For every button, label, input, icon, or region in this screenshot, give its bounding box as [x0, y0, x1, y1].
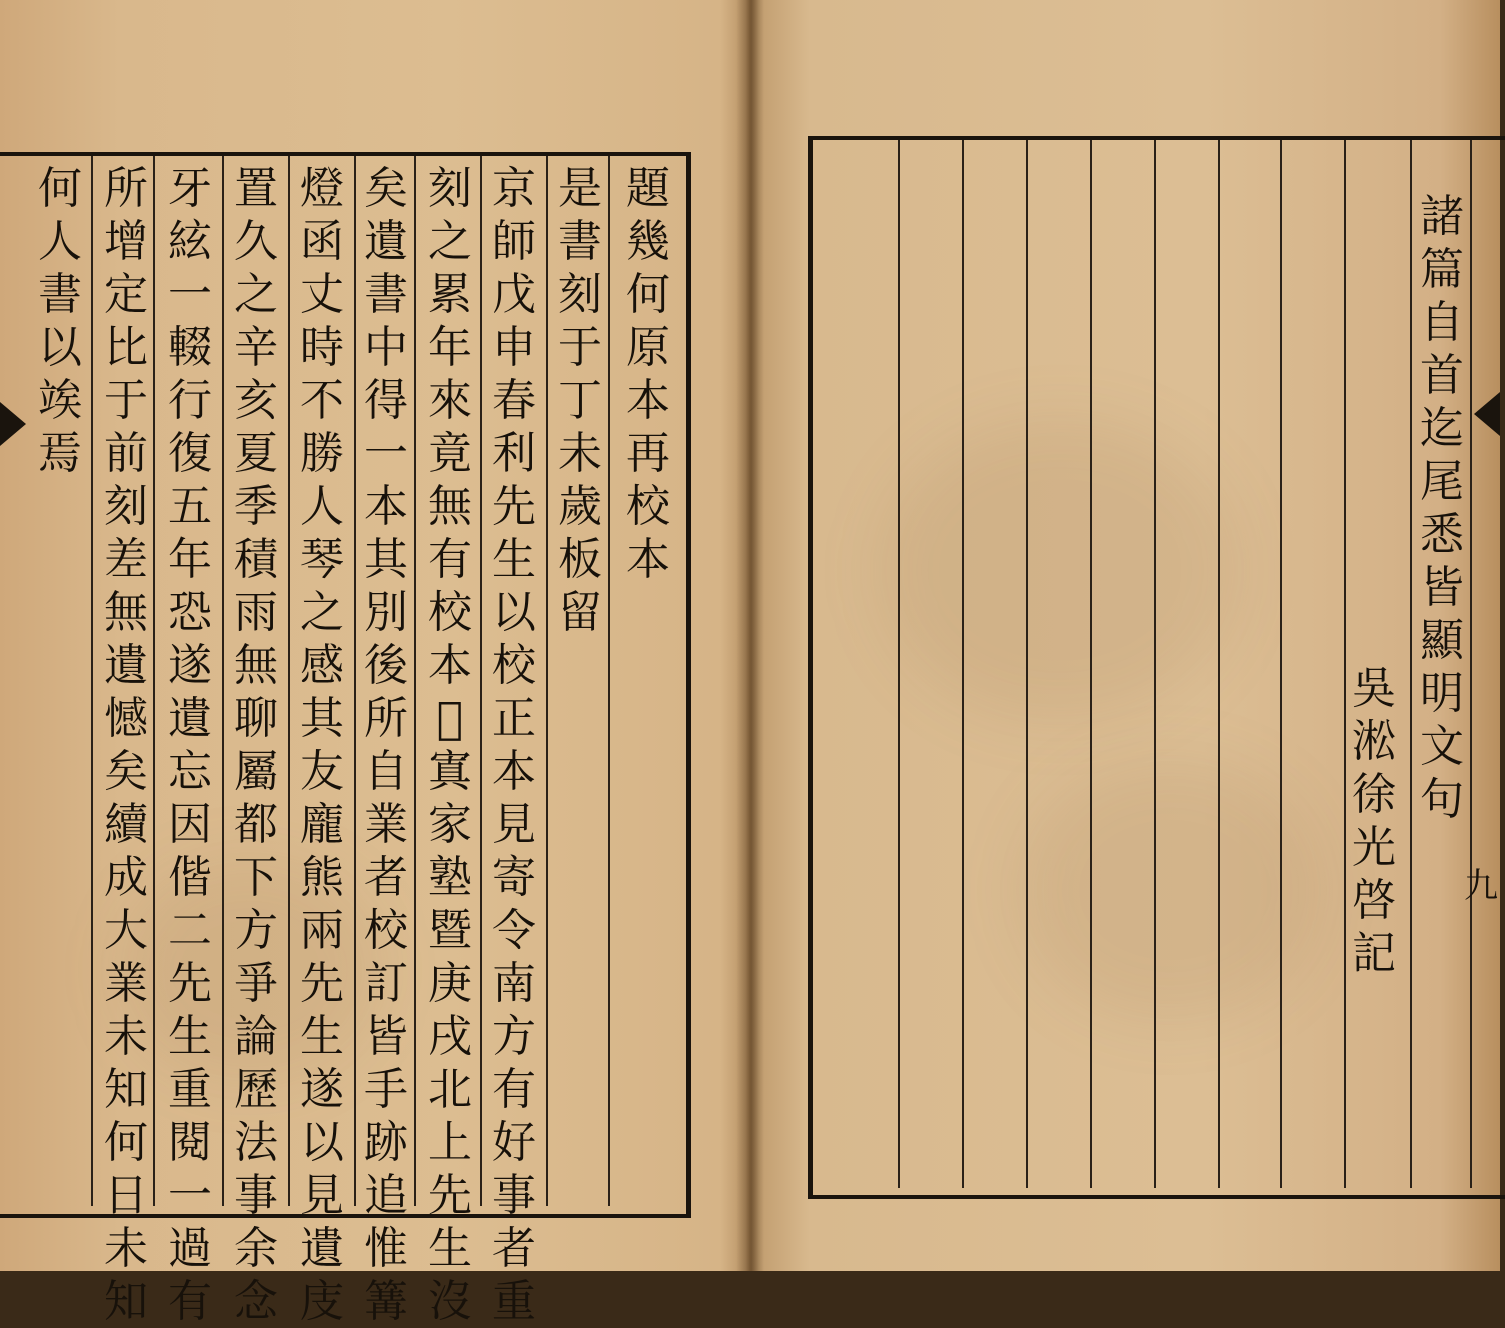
character: 書 [38, 269, 82, 320]
left-column-3 [486, 162, 542, 1328]
character: 沒 [428, 1276, 472, 1327]
character: 本 [428, 640, 472, 691]
character: 留 [558, 587, 602, 638]
character: 先 [300, 958, 344, 1009]
character: 遂 [168, 640, 212, 691]
character: 余 [234, 1223, 278, 1274]
character: 北 [428, 1064, 472, 1115]
character: 續 [104, 799, 148, 850]
character: 行 [168, 375, 212, 426]
character: 事 [234, 1170, 278, 1221]
character: 無 [104, 587, 148, 638]
character: 本 [626, 534, 670, 585]
character: 何 [626, 269, 670, 320]
character: 訂 [364, 958, 408, 1009]
character: 論 [234, 1011, 278, 1062]
character: 一 [364, 428, 408, 479]
character: 追 [364, 1170, 408, 1221]
character: 比 [104, 322, 148, 373]
character: 絃 [168, 216, 212, 267]
character: 庚 [428, 958, 472, 1009]
character: 惟 [364, 1223, 408, 1274]
character: 校 [428, 587, 472, 638]
character: 生 [428, 1223, 472, 1274]
character: 見 [300, 1170, 344, 1221]
character: 恐 [168, 587, 212, 638]
character: 兩 [300, 905, 344, 956]
character: 季 [234, 481, 278, 532]
character: 熊 [300, 852, 344, 903]
left-column-1 [620, 162, 676, 586]
character: 知 [104, 1064, 148, 1115]
character: 生 [300, 1011, 344, 1062]
fishtail-mark-left [0, 402, 26, 446]
character: 一 [168, 269, 212, 320]
left-column-7 [228, 162, 284, 1328]
character: 閱 [168, 1117, 212, 1168]
character: 書 [364, 269, 408, 320]
character: 無 [428, 481, 472, 532]
character: 感 [300, 640, 344, 691]
character: 牙 [168, 163, 212, 214]
character: 于 [104, 375, 148, 426]
character: 時 [300, 322, 344, 373]
character: 令 [492, 905, 536, 956]
character: 申 [492, 322, 536, 373]
character: 前 [104, 428, 148, 479]
character: 辛 [234, 322, 278, 373]
character: 諸 [1420, 191, 1464, 242]
character: 之 [428, 216, 472, 267]
character: 輟 [168, 322, 212, 373]
character: 皆 [1420, 562, 1464, 613]
character: 別 [364, 587, 408, 638]
character: 積 [234, 534, 278, 585]
character: 校 [364, 905, 408, 956]
character: 板 [558, 534, 602, 585]
character: 復 [168, 428, 212, 479]
character: 正 [492, 693, 536, 744]
character: 自 [1420, 297, 1464, 348]
character: 皆 [364, 1011, 408, 1062]
character: 記 [1352, 928, 1396, 979]
character: 南 [492, 958, 536, 1009]
character: 𣈆 [436, 693, 464, 744]
character: 成 [104, 852, 148, 903]
character: 本 [492, 746, 536, 797]
right-column-1 [1414, 190, 1470, 826]
character: 聊 [234, 693, 278, 744]
character: 首 [1420, 350, 1464, 401]
character: 事 [492, 1170, 536, 1221]
character: 是 [558, 163, 602, 214]
page-number: 九 [1464, 866, 1498, 906]
character: 一 [168, 1170, 212, 1221]
character: 燈 [300, 163, 344, 214]
character: 因 [168, 799, 212, 850]
character: 顯 [1420, 615, 1464, 666]
character: 再 [626, 428, 670, 479]
character: 刻 [104, 481, 148, 532]
character: 明 [1420, 668, 1464, 719]
right-column-2 [1346, 662, 1402, 980]
character: 勝 [300, 428, 344, 479]
character: 庋 [300, 1276, 344, 1327]
character: 好 [492, 1117, 536, 1168]
right-page [752, 0, 1500, 1271]
character: 丈 [300, 269, 344, 320]
character: 竢 [38, 375, 82, 426]
character: 書 [558, 216, 602, 267]
character: 啓 [1352, 875, 1396, 926]
character: 句 [1420, 774, 1464, 825]
character: 重 [492, 1276, 536, 1327]
character: 上 [428, 1117, 472, 1168]
character: 未 [104, 1011, 148, 1062]
character: 寄 [492, 852, 536, 903]
character: 業 [104, 958, 148, 1009]
character: 遺 [364, 216, 408, 267]
character: 校 [626, 481, 670, 532]
character: 戊 [492, 269, 536, 320]
left-column-8 [162, 162, 218, 1328]
character: 原 [626, 322, 670, 373]
left-column-2 [552, 162, 608, 639]
character: 屬 [234, 746, 278, 797]
character: 先 [168, 958, 212, 1009]
character: 何 [38, 163, 82, 214]
character: 雨 [234, 587, 278, 638]
character: 二 [168, 905, 212, 956]
character: 以 [492, 587, 536, 638]
character: 累 [428, 269, 472, 320]
character: 者 [364, 852, 408, 903]
left-column-9 [98, 162, 154, 1328]
character: 師 [492, 216, 536, 267]
character: 淞 [1352, 716, 1396, 767]
character: 吳 [1352, 663, 1396, 714]
character: 幾 [626, 216, 670, 267]
character: 知 [104, 1276, 148, 1327]
character: 生 [492, 534, 536, 585]
character: 定 [104, 269, 148, 320]
character: 爭 [234, 958, 278, 1009]
character: 不 [300, 375, 344, 426]
character: 偕 [168, 852, 212, 903]
character: 校 [492, 640, 536, 691]
character: 以 [38, 322, 82, 373]
character: 迄 [1420, 403, 1464, 454]
character: 篇 [1420, 244, 1464, 295]
character: 竟 [428, 428, 472, 479]
character: 戌 [428, 1011, 472, 1062]
character: 之 [300, 587, 344, 638]
character: 利 [492, 428, 536, 479]
character: 本 [626, 375, 670, 426]
character: 人 [38, 216, 82, 267]
character: 家 [428, 799, 472, 850]
character: 遺 [104, 640, 148, 691]
character: 有 [492, 1064, 536, 1115]
character: 龐 [300, 799, 344, 850]
character: 未 [558, 428, 602, 479]
character: 年 [168, 534, 212, 585]
character: 都 [234, 799, 278, 850]
character: 遺 [300, 1223, 344, 1274]
character: 有 [168, 1276, 212, 1327]
character: 琴 [300, 534, 344, 585]
character: 手 [364, 1064, 408, 1115]
character: 方 [492, 1011, 536, 1062]
character: 自 [364, 746, 408, 797]
character: 忘 [168, 746, 212, 797]
character: 塾 [428, 852, 472, 903]
character: 其 [364, 534, 408, 585]
character: 年 [428, 322, 472, 373]
character: 久 [234, 216, 278, 267]
character: 悉 [1420, 509, 1464, 560]
character: 京 [492, 163, 536, 214]
character: 尾 [1420, 456, 1464, 507]
character: 題 [626, 163, 670, 214]
character: 刻 [428, 163, 472, 214]
character: 所 [364, 693, 408, 744]
character: 以 [300, 1117, 344, 1168]
character: 矣 [364, 163, 408, 214]
character: 重 [168, 1064, 212, 1115]
character: 念 [234, 1276, 278, 1327]
character: 先 [492, 481, 536, 532]
character: 篝 [364, 1276, 408, 1327]
character: 于 [558, 322, 602, 373]
character: 歷 [234, 1064, 278, 1115]
character: 焉 [38, 428, 82, 479]
character: 有 [428, 534, 472, 585]
character: 友 [300, 746, 344, 797]
character: 徐 [1352, 769, 1396, 820]
character: 所 [104, 163, 148, 214]
character: 春 [492, 375, 536, 426]
character: 中 [364, 322, 408, 373]
character: 亥 [234, 375, 278, 426]
left-page [0, 0, 748, 1327]
character: 五 [168, 481, 212, 532]
character: 來 [428, 375, 472, 426]
left-column-10 [32, 162, 88, 480]
character: 大 [104, 905, 148, 956]
character: 未 [104, 1223, 148, 1274]
character: 文 [1420, 721, 1464, 772]
character: 後 [364, 640, 408, 691]
character: 無 [234, 640, 278, 691]
character: 增 [104, 216, 148, 267]
character: 遺 [168, 693, 212, 744]
character: 寘 [428, 746, 472, 797]
character: 丁 [558, 375, 602, 426]
left-column-6 [294, 162, 350, 1328]
character: 業 [364, 799, 408, 850]
character: 置 [234, 163, 278, 214]
character: 生 [168, 1011, 212, 1062]
character: 刻 [558, 269, 602, 320]
character: 差 [104, 534, 148, 585]
character: 本 [364, 481, 408, 532]
character: 得 [364, 375, 408, 426]
character: 跡 [364, 1117, 408, 1168]
character: 法 [234, 1117, 278, 1168]
character: 人 [300, 481, 344, 532]
left-column-5 [358, 162, 414, 1328]
left-column-4 [422, 162, 478, 1328]
character: 憾 [104, 693, 148, 744]
character: 下 [234, 852, 278, 903]
character: 之 [234, 269, 278, 320]
character: 日 [104, 1170, 148, 1221]
character: 者 [492, 1223, 536, 1274]
character: 矣 [104, 746, 148, 797]
character: 遂 [300, 1064, 344, 1115]
character: 夏 [234, 428, 278, 479]
character: 先 [428, 1170, 472, 1221]
character: 方 [234, 905, 278, 956]
fishtail-mark-right [1474, 392, 1500, 436]
character: 函 [300, 216, 344, 267]
character: 暨 [428, 905, 472, 956]
character: 過 [168, 1223, 212, 1274]
character: 其 [300, 693, 344, 744]
character: 何 [104, 1117, 148, 1168]
character: 光 [1352, 822, 1396, 873]
character: 歲 [558, 481, 602, 532]
character: 見 [492, 799, 536, 850]
